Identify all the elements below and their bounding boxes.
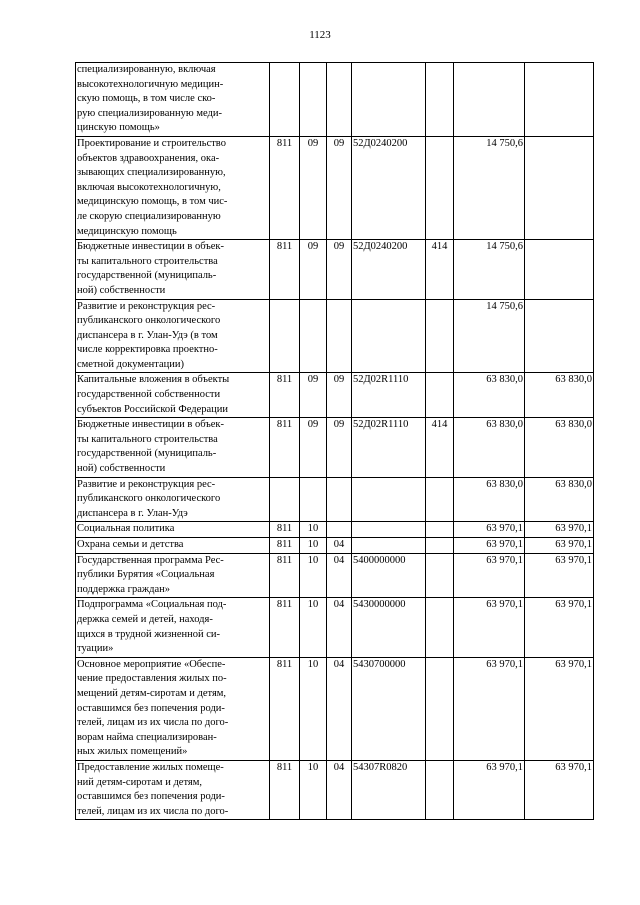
cell-target-article: 5430700000 <box>352 657 426 760</box>
cell-amount-2: 63 970,1 <box>525 538 594 554</box>
cell-name <box>76 522 270 538</box>
cell-name-line: публики Бурятия «Социальная <box>77 569 215 581</box>
cell-name <box>76 657 270 760</box>
cell-expense-type: 414 <box>426 418 454 477</box>
cell-amount-1: 63 970,1 <box>454 522 525 538</box>
cell-target-article: 52Д02R1110 <box>352 373 426 418</box>
cell-name-line: медицинскую помощь, в том чис- <box>77 196 228 208</box>
cell-expense-type: 414 <box>426 240 454 299</box>
cell-amount-1: 63 830,0 <box>454 373 525 418</box>
cell-name-line: включая высокотехнологичную, <box>77 181 221 193</box>
table-row <box>76 760 594 819</box>
cell-admin-code: 811 <box>270 598 300 657</box>
cell-name-line: держка семей и детей, находя- <box>77 613 213 625</box>
cell-expense-type <box>426 538 454 554</box>
cell-name-line: диспансера в г. Улан-Удэ (в том <box>77 329 218 341</box>
cell-target-article <box>352 538 426 554</box>
cell-name-line: щихся в трудной жизненной си- <box>77 628 221 640</box>
cell-name-line: Бюджетные инвестиции в объек- <box>77 241 225 253</box>
table-body <box>76 63 594 820</box>
cell-name <box>76 136 270 239</box>
cell-name <box>76 760 270 819</box>
cell-amount-1: 63 830,0 <box>454 418 525 477</box>
cell-admin-code <box>270 477 300 522</box>
cell-expense-type <box>426 657 454 760</box>
cell-amount-2: 63 830,0 <box>525 373 594 418</box>
cell-name-line: государственной собственности <box>77 389 221 401</box>
cell-name-line: поддержка граждан» <box>77 583 170 595</box>
cell-name-line: ле скорую специализированную <box>77 210 221 222</box>
cell-subsection: 09 <box>327 373 352 418</box>
cell-target-article: 52Д0240200 <box>352 240 426 299</box>
cell-name-line: государственной (муниципаль- <box>77 448 217 460</box>
cell-name-line: медицинскую помощь <box>77 225 177 237</box>
cell-section: 10 <box>300 598 327 657</box>
cell-name-line: цинскую помощь» <box>77 122 160 134</box>
cell-section: 10 <box>300 553 327 598</box>
cell-expense-type <box>426 136 454 239</box>
budget-table <box>75 62 594 820</box>
cell-amount-2: 63 970,1 <box>525 553 594 598</box>
table-row <box>76 553 594 598</box>
cell-admin-code: 811 <box>270 522 300 538</box>
cell-name-line: ной) собственности <box>77 463 166 475</box>
cell-name <box>76 299 270 373</box>
cell-name <box>76 418 270 477</box>
cell-name-line: публиканского онкологического <box>77 315 221 327</box>
cell-section: 09 <box>300 136 327 239</box>
cell-amount-2 <box>525 299 594 373</box>
cell-name <box>76 63 270 137</box>
cell-section: 10 <box>300 657 327 760</box>
cell-name-line: объектов здравоохранения, ока- <box>77 152 220 164</box>
cell-name-line: Основное мероприятие «Обеспе- <box>77 658 226 670</box>
cell-subsection: 04 <box>327 760 352 819</box>
cell-name-line: ты капитального строительства <box>77 255 218 267</box>
cell-name-line: ворам найма специализирован- <box>77 731 217 743</box>
cell-name-line: ты капитального строительства <box>77 433 218 445</box>
cell-target-article: 54307R0820 <box>352 760 426 819</box>
cell-admin-code: 811 <box>270 538 300 554</box>
cell-name-line: ных жилых помещений» <box>77 746 188 758</box>
cell-admin-code: 811 <box>270 136 300 239</box>
cell-amount-1 <box>454 63 525 137</box>
cell-name-line: Капитальные вложения в объекты <box>77 374 230 386</box>
cell-name-line: числе корректировка проектно- <box>77 344 218 356</box>
cell-name <box>76 553 270 598</box>
cell-admin-code: 811 <box>270 373 300 418</box>
cell-expense-type <box>426 63 454 137</box>
cell-name-line: чение предоставления жилых по- <box>77 673 227 685</box>
cell-name-line: рую специализированную меди- <box>77 107 222 119</box>
cell-expense-type <box>426 598 454 657</box>
cell-name <box>76 477 270 522</box>
cell-section: 10 <box>300 522 327 538</box>
cell-name <box>76 598 270 657</box>
table-row <box>76 299 594 373</box>
cell-target-article <box>352 299 426 373</box>
cell-target-article: 52Д0240200 <box>352 136 426 239</box>
cell-name-line: скую помощь, в том числе ско- <box>77 93 216 105</box>
cell-admin-code <box>270 299 300 373</box>
cell-section: 10 <box>300 760 327 819</box>
cell-target-article: 52Д02R1110 <box>352 418 426 477</box>
cell-amount-2 <box>525 63 594 137</box>
cell-name-line: оставшимся без попечения роди- <box>77 702 225 714</box>
cell-admin-code: 811 <box>270 657 300 760</box>
cell-section <box>300 299 327 373</box>
cell-name <box>76 538 270 554</box>
cell-expense-type <box>426 522 454 538</box>
cell-amount-1: 63 970,1 <box>454 538 525 554</box>
cell-name-line: Социальная политика <box>77 523 175 535</box>
cell-section <box>300 63 327 137</box>
cell-subsection: 09 <box>327 136 352 239</box>
cell-name-line: Предоставление жилых помеще- <box>77 761 224 773</box>
cell-subsection <box>327 63 352 137</box>
cell-name-line: ной) собственности <box>77 284 166 296</box>
cell-section: 09 <box>300 373 327 418</box>
table-row <box>76 136 594 239</box>
cell-admin-code: 811 <box>270 240 300 299</box>
cell-subsection <box>327 522 352 538</box>
cell-amount-1: 14 750,6 <box>454 299 525 373</box>
cell-admin-code: 811 <box>270 418 300 477</box>
table-row <box>76 373 594 418</box>
cell-subsection: 04 <box>327 598 352 657</box>
table-row <box>76 522 594 538</box>
table-row <box>76 63 594 137</box>
cell-subsection <box>327 299 352 373</box>
cell-section: 09 <box>300 240 327 299</box>
cell-name-line: ний детям-сиротам и детям, <box>77 776 202 788</box>
cell-name-line: Бюджетные инвестиции в объек- <box>77 419 225 431</box>
table-row <box>76 538 594 554</box>
cell-name-line: телей, лицам из их числа по дого- <box>77 717 229 729</box>
cell-amount-2: 63 970,1 <box>525 522 594 538</box>
cell-subsection: 09 <box>327 418 352 477</box>
cell-amount-1: 63 970,1 <box>454 598 525 657</box>
cell-name-line: Развитие и реконструкция рес- <box>77 300 216 312</box>
cell-amount-1: 63 970,1 <box>454 657 525 760</box>
cell-name-line: Государственная программа Рес- <box>77 554 224 566</box>
cell-expense-type <box>426 299 454 373</box>
cell-expense-type <box>426 477 454 522</box>
table-row <box>76 418 594 477</box>
cell-name-line: Проектирование и строительство <box>77 137 226 149</box>
cell-subsection: 04 <box>327 657 352 760</box>
cell-expense-type <box>426 373 454 418</box>
table-row <box>76 477 594 522</box>
table-row <box>76 657 594 760</box>
cell-target-article <box>352 522 426 538</box>
cell-name-line: туации» <box>77 643 114 655</box>
cell-name-line: зывающих специализированную, <box>77 167 226 179</box>
cell-admin-code <box>270 63 300 137</box>
cell-amount-2: 63 970,1 <box>525 760 594 819</box>
cell-subsection: 09 <box>327 240 352 299</box>
cell-section <box>300 477 327 522</box>
cell-name-line: мещений детям-сиротам и детям, <box>77 687 227 699</box>
cell-target-article: 5430000000 <box>352 598 426 657</box>
cell-name <box>76 373 270 418</box>
cell-target-article <box>352 63 426 137</box>
cell-amount-1: 63 830,0 <box>454 477 525 522</box>
cell-admin-code: 811 <box>270 760 300 819</box>
cell-amount-1: 14 750,6 <box>454 136 525 239</box>
cell-amount-2 <box>525 240 594 299</box>
cell-amount-1: 63 970,1 <box>454 760 525 819</box>
cell-name-line: оставшимся без попечения роди- <box>77 791 225 803</box>
cell-name-line: высокотехнологичную медицин- <box>77 78 224 90</box>
cell-subsection <box>327 477 352 522</box>
cell-name-line: публиканского онкологического <box>77 493 221 505</box>
cell-section: 10 <box>300 538 327 554</box>
cell-amount-2: 63 830,0 <box>525 418 594 477</box>
table-row <box>76 598 594 657</box>
cell-amount-2: 63 970,1 <box>525 598 594 657</box>
cell-target-article: 5400000000 <box>352 553 426 598</box>
cell-name-line: Развитие и реконструкция рес- <box>77 478 216 490</box>
cell-name-line: диспансера в г. Улан-Удэ <box>77 507 188 519</box>
cell-amount-2 <box>525 136 594 239</box>
table-row <box>76 240 594 299</box>
cell-target-article <box>352 477 426 522</box>
cell-name-line: субъектов Российской Федерации <box>77 403 229 415</box>
cell-subsection: 04 <box>327 553 352 598</box>
cell-amount-1: 14 750,6 <box>454 240 525 299</box>
cell-name-line: государственной (муниципаль- <box>77 270 217 282</box>
cell-name-line: телей, лицам из их числа по дого- <box>77 805 229 817</box>
cell-section: 09 <box>300 418 327 477</box>
cell-expense-type <box>426 760 454 819</box>
cell-name-line: Подпрограмма «Социальная под- <box>77 599 227 611</box>
cell-amount-1: 63 970,1 <box>454 553 525 598</box>
cell-name <box>76 240 270 299</box>
cell-admin-code: 811 <box>270 553 300 598</box>
page-number: 1123 <box>309 29 331 41</box>
cell-expense-type <box>426 553 454 598</box>
cell-amount-2: 63 970,1 <box>525 657 594 760</box>
cell-name-line: сметной документации) <box>77 358 184 370</box>
cell-subsection: 04 <box>327 538 352 554</box>
cell-name-line: специализированную, включая <box>77 64 216 75</box>
cell-amount-2: 63 830,0 <box>525 477 594 522</box>
cell-name-line: Охрана семьи и детства <box>77 539 184 550</box>
